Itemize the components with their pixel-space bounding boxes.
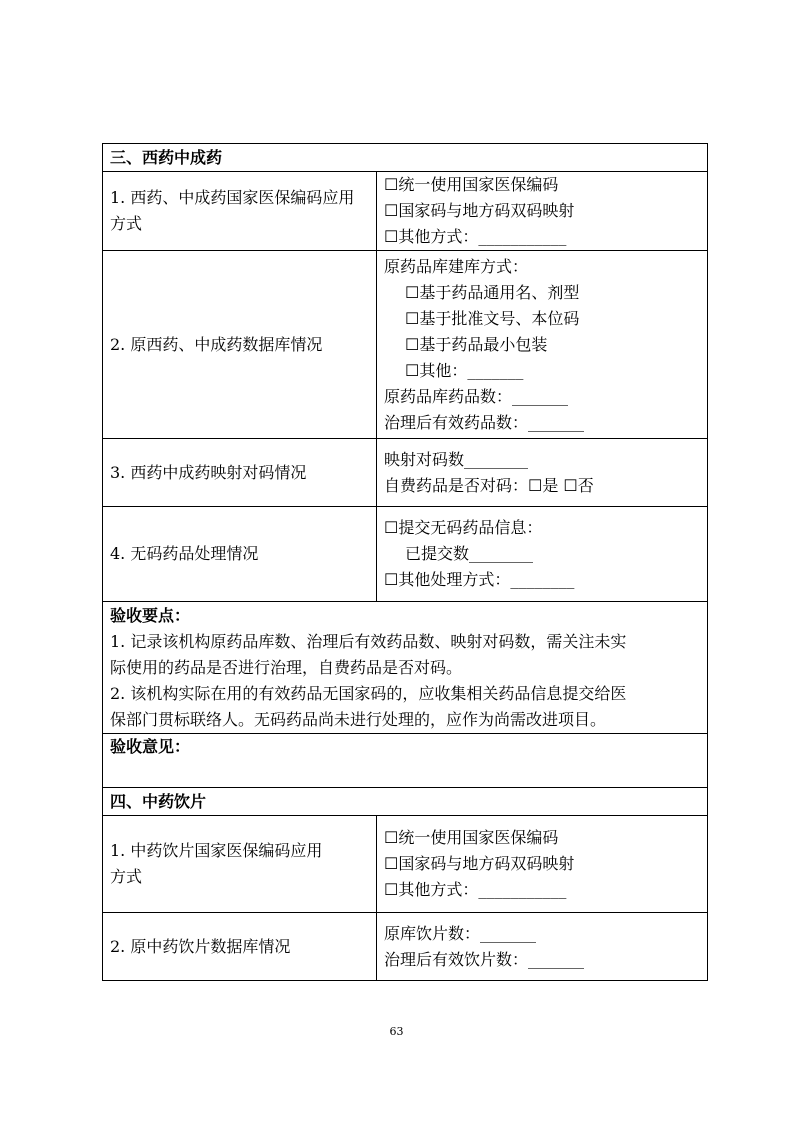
table-row: [103, 913, 708, 981]
section4-title: 四、中药饮片: [103, 788, 708, 816]
option-cell: [377, 913, 708, 981]
opinion-title: 验收意见：: [110, 737, 191, 756]
table-row: [103, 251, 708, 439]
row-label: [103, 816, 377, 913]
fill-field[interactable]: 治理后有效饮片数：_______: [384, 949, 585, 969]
opinion-row: [103, 734, 708, 788]
build-method-label: 原药品库建库方式：: [384, 256, 529, 276]
option-cell: [377, 172, 708, 251]
fill-field[interactable]: 治理后有效药品数：_______: [384, 412, 585, 432]
section3-header-row: [103, 144, 708, 172]
points-text: 1. 记录该机构原药品库数、治理后有效药品数、映射对码数，需关注未实: [110, 631, 627, 651]
checkbox-option[interactable]: ☐其他处理方式：________: [384, 570, 575, 589]
points-text: 2. 该机构实际在用的有效药品无国家码的，应收集相关药品信息提交给医: [110, 683, 627, 703]
opinion-cell[interactable]: [103, 734, 708, 788]
table-row: [103, 816, 708, 913]
points-title: 验收要点：: [110, 605, 191, 625]
self-pay-check[interactable]: 自费药品是否对码：☐是 ☐否: [384, 475, 594, 495]
checkbox-option[interactable]: ☐其他方式：___________: [384, 880, 567, 899]
table-row: [103, 172, 708, 251]
option-cell: [377, 507, 708, 602]
checkbox-option[interactable]: ☐基于药品通用名、剂型: [405, 282, 580, 302]
checkbox-option[interactable]: ☐其他方式：___________: [384, 227, 567, 246]
checkbox-option[interactable]: ☐国家码与地方码双码映射: [384, 201, 575, 220]
points-row: [103, 602, 708, 734]
table-row: [103, 439, 708, 507]
option-cell: [377, 816, 708, 913]
section4-header-row: [103, 788, 708, 816]
row-label: 3. 西药中成药映射对码情况: [103, 439, 377, 507]
row-label-text: 1. 中药饮片国家医保编码应用: [110, 841, 323, 860]
checkbox-option[interactable]: ☐基于批准文号、本位码: [405, 308, 580, 328]
checkbox-option[interactable]: ☐基于药品最小包装: [405, 334, 548, 354]
row-label: [103, 172, 377, 251]
points-text: 保部门贯标联络人。无码药品尚未进行处理的，应作为尚需改进项目。: [110, 709, 607, 729]
option-cell: [377, 439, 708, 507]
fill-field[interactable]: 已提交数________: [405, 544, 534, 563]
row-label-text: 1. 西药、中成药国家医保编码应用方式: [110, 188, 355, 233]
fill-field[interactable]: 原药品库药品数：_______: [384, 386, 569, 406]
page-number: 63: [389, 1025, 404, 1038]
row-label: 2. 原西药、中成药数据库情况: [103, 251, 377, 439]
fill-field[interactable]: 映射对码数________: [384, 449, 529, 469]
points-text: 际使用的药品是否进行治理，自费药品是否对码。: [110, 657, 463, 677]
checkbox-option[interactable]: ☐统一使用国家医保编码: [384, 175, 559, 194]
checkbox-option[interactable]: ☐国家码与地方码双码映射: [384, 854, 575, 873]
row-label: 2. 原中药饮片数据库情况: [103, 913, 377, 981]
checkbox-option[interactable]: ☐提交无码药品信息：: [384, 518, 543, 537]
acceptance-table: [102, 143, 708, 981]
checkbox-option[interactable]: ☐统一使用国家医保编码: [384, 828, 559, 847]
checkbox-option[interactable]: ☐其他：_______: [405, 360, 524, 380]
section3-title: 三、西药中成药: [103, 144, 708, 172]
row-label: 4. 无码药品处理情况: [103, 507, 377, 602]
row-label-text: 方式: [110, 867, 143, 886]
points-cell: [103, 602, 708, 734]
table-row: [103, 507, 708, 602]
fill-field[interactable]: 原库饮片数：_______: [384, 923, 537, 943]
option-cell: [377, 251, 708, 439]
